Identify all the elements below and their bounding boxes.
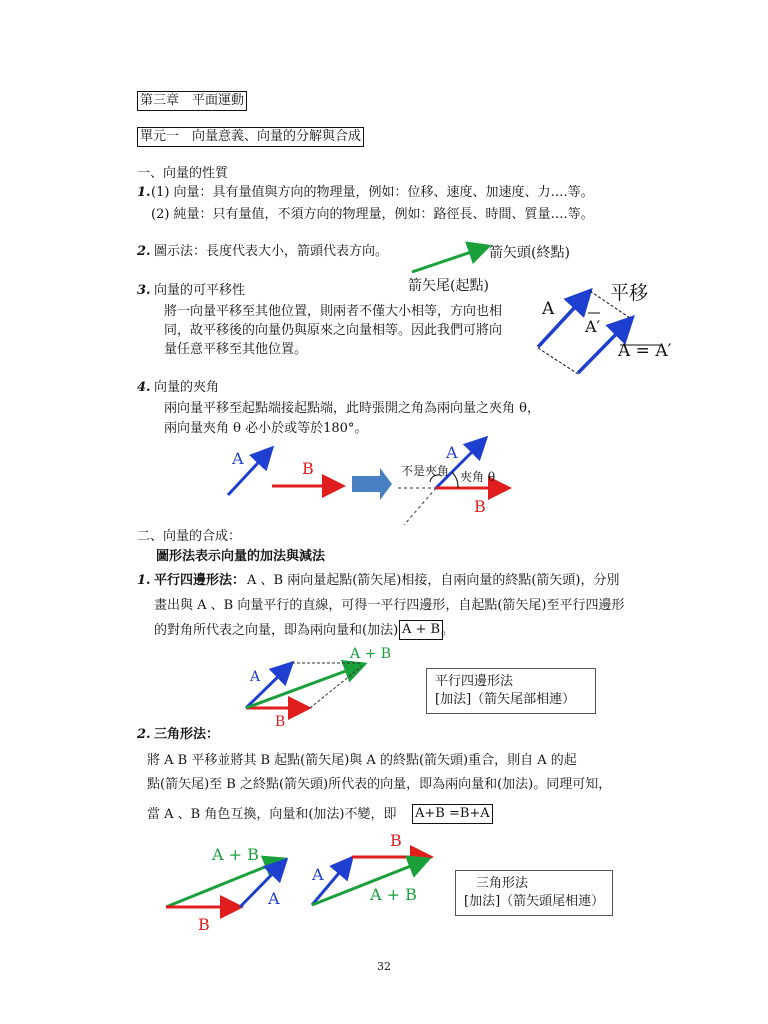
sum-box: A + B — [399, 620, 443, 640]
angle-arc — [452, 472, 458, 488]
tri2-a-label: A — [312, 865, 324, 884]
green-vector-arrow — [412, 247, 486, 272]
item-number: 2. — [137, 244, 151, 259]
angle-b2-label: B — [474, 497, 486, 516]
parallelogram-note-title: 平行四邊形法 — [435, 674, 514, 689]
item-number: 1. — [137, 573, 151, 588]
parallelogram-title: 平行四邊形法： — [154, 573, 246, 588]
parallelogram-line-1: A 、B 兩向量起點(箭矢尾)相接，自兩向量的終點(箭矢頭)，分別 — [247, 573, 620, 588]
para-sum-label: A + B — [350, 646, 392, 662]
section-heading-properties: 一、向量的性質 — [137, 166, 229, 181]
parallelogram-line-2: 畫出與 A 、B 向量平行的直線，可得一平行四邊形，自起點(箭矢尾)至平行四邊形 — [154, 598, 625, 613]
tri2-b-label: B — [390, 831, 402, 850]
angle-a-label: A — [232, 449, 244, 468]
tri1-b-label: B — [198, 915, 210, 934]
triangle-line-1: 將 A B 平移並將其 B 起點(箭矢尾)與 A 的終點(箭矢頭)重合，則自 A 的起 — [147, 753, 577, 768]
triangle-note-title: 三角形法 — [476, 876, 529, 891]
translation-title: 向量的可平移性 — [154, 283, 246, 298]
angle-title: 向量的夾角 — [154, 380, 220, 395]
period: 。 — [441, 623, 455, 638]
angle-a2-label: A — [446, 443, 458, 462]
commutative-box: A+B =B+A — [412, 804, 493, 824]
unit-title: 單元一 向量意義、向量的分解與合成 — [137, 127, 364, 147]
head-label: 箭矢頭(終點) — [489, 245, 570, 261]
triangle-note-box — [455, 870, 613, 916]
shift-equation: A = A′ — [618, 341, 672, 361]
dashed-extension-a — [404, 488, 436, 525]
triangle-note-desc: [加法]（箭矢頭尾相連） — [464, 894, 605, 909]
shift-label: 平移 — [610, 282, 649, 304]
representation-text: 圖示法：長度代表大小，箭頭代表方向。 — [154, 244, 389, 259]
parallelogram-note-box — [426, 668, 596, 714]
right-arrow-icon — [352, 468, 392, 500]
definition-scalar: (2) 純量：只有量值，不須方向的物理量，例如：路徑長、時間、質量….等。 — [151, 207, 594, 222]
tail-label: 箭矢尾(起點) — [408, 278, 489, 294]
parallelogram-note-desc: [加法]（箭矢尾部相連） — [435, 692, 576, 707]
para-b-label: B — [275, 714, 286, 730]
triangle-line-3: 當 A 、B 角色互換，向量和(加法)不變，即 — [147, 807, 397, 822]
triangle-line-2: 點(箭矢尾)至 B 之終點(箭矢頭)所代表的向量，即為兩向量和(加法)。同理可知， — [147, 777, 612, 792]
translation-line-1: 將一向量平移至其他位置，則兩者不僅大小相等，方向也相 — [164, 304, 503, 319]
item-number: 4. — [137, 380, 151, 395]
definition-vector: (1) 向量：具有量值與方向的物理量，例如：位移、速度、加速度、力….等。 — [151, 185, 594, 200]
shift-a-prime-label: A′ — [585, 317, 601, 336]
item-number: 1. — [137, 185, 151, 200]
item-number: 3. — [137, 283, 151, 298]
angle-line-1: 兩向量平移至起點端接起點端，此時張開之角為兩向量之夾角 θ， — [164, 401, 540, 416]
tri1-a-label: A — [268, 889, 280, 908]
shift-dash-bottom — [538, 348, 578, 374]
shift-a-label: A — [542, 299, 555, 319]
para-vector-sum — [246, 665, 362, 708]
tri1-sum-label: A + B — [212, 845, 259, 864]
section-heading-composition: 二、向量的合成： — [137, 529, 242, 544]
graphic-method-subtitle: 圖形法表示向量的加法與減法 — [156, 549, 326, 564]
chapter-title: 第三章 平面運動 — [137, 91, 247, 111]
triangle-title: 三角形法： — [154, 727, 220, 742]
tri2-sum-label: A + B — [370, 885, 417, 904]
translation-line-2: 同，故平移後的向量仍與原來之向量相等。因此我們可將向 — [164, 323, 503, 338]
item-number: 2. — [137, 727, 151, 742]
page-number: 32 — [377, 960, 391, 973]
para-dash-right — [310, 666, 362, 708]
translation-line-3: 量任意平移至其他位置。 — [164, 342, 308, 357]
parallelogram-line-3: 的對角所代表之向量，即為兩向量和(加法) — [154, 623, 399, 638]
para-a-label: A — [250, 669, 261, 685]
not-angle-label: 不是夾角 — [401, 464, 450, 478]
angle-line-2: 兩向量夾角 θ 必小於或等於180°。 — [164, 421, 368, 436]
angle-theta-label: 夾角 θ — [460, 470, 496, 484]
angle-b-label: B — [302, 459, 314, 478]
